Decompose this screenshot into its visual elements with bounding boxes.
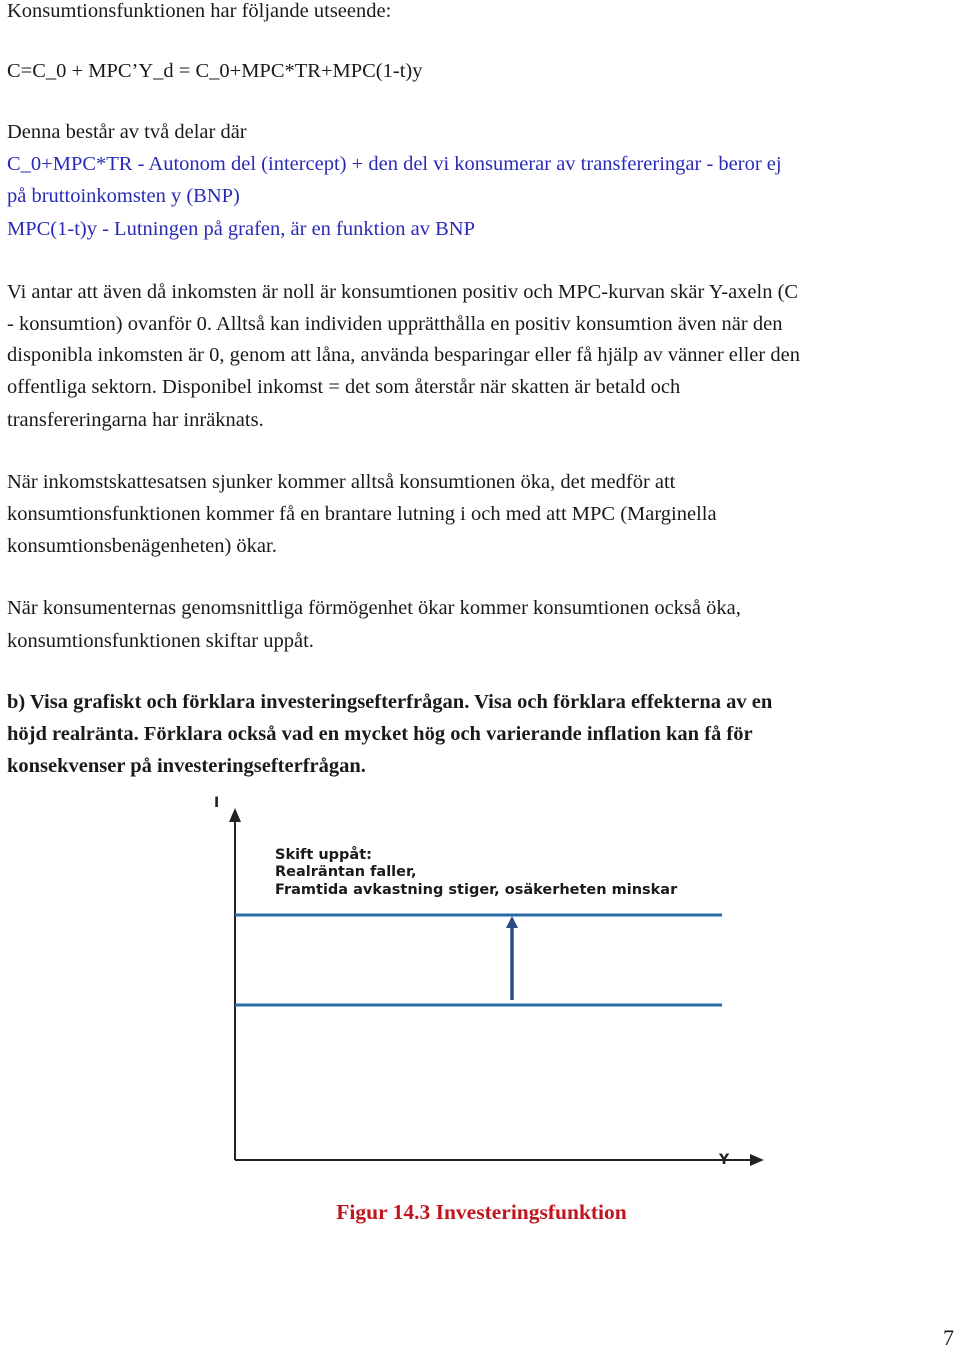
paragraph-line: konsumtionsfunktionen skiftar uppåt. bbox=[7, 630, 314, 652]
intro-line: Konsumtionsfunktionen har följande utseende: bbox=[7, 0, 392, 22]
part2-line: MPC(1-t)y - Lutningen på grafen, är en funktion av BNP bbox=[7, 218, 475, 240]
paragraph-line: När konsumenternas genomsnittliga förmögenhet ökar kommer konsumtionen också öka, bbox=[7, 597, 741, 619]
shift-arrow-head bbox=[506, 916, 518, 928]
paragraph-line: konsumtionsfunktionen kommer få en brantare lutning i och med att MPC (Marginella bbox=[7, 503, 717, 525]
x-axis-arrow bbox=[750, 1154, 764, 1166]
x-axis-label: Y bbox=[719, 1152, 730, 1168]
paragraph-line: - konsumtion) ovanför 0. Alltså kan individen upprätthålla en positiv konsumtion även när den bbox=[7, 313, 783, 335]
question-line: höjd realränta. Förklara också vad en mycket hög och varierande inflation kan få för bbox=[7, 723, 753, 745]
y-axis-arrow bbox=[229, 808, 241, 822]
paragraph-line: disponibla inkomsten är 0, genom att låna, använda besparingar eller få hjälp av vänner eller den bbox=[7, 344, 800, 366]
paragraph-line: offentliga sektorn. Disponibel inkomst = det som återstår när skatten är betald och bbox=[7, 376, 681, 398]
question-line: b) Visa grafiskt och förklara investeringsefterfrågan. Visa och förklara effekterna av en bbox=[7, 691, 773, 713]
part1-line-a: C_0+MPC*TR - Autonom del (intercept) + den del vi konsumerar av transfereringar - beror ej bbox=[7, 153, 782, 175]
paragraph-line: Vi antar att även då inkomsten är noll är konsumtionen positiv och MPC-kurvan skär Y-axeln (C bbox=[7, 281, 799, 303]
investment-function-figure bbox=[0, 780, 960, 1190]
annotation-line: Skift uppåt: bbox=[275, 847, 372, 863]
part1-line-b: på bruttoinkomsten y (BNP) bbox=[7, 185, 240, 207]
y-axis-label: I bbox=[214, 795, 220, 811]
paragraph-line: konsumtionsbenägenheten) ökar. bbox=[7, 535, 277, 557]
two-parts-line: Denna består av två delar där bbox=[7, 121, 247, 143]
formula: C=C_0 + MPC’Y_d = C_0+MPC*TR+MPC(1-t)y bbox=[7, 60, 423, 82]
annotation-line: Framtida avkastning stiger, osäkerheten minskar bbox=[275, 882, 678, 898]
figure-caption: Figur 14.3 Investeringsfunktion bbox=[336, 1200, 627, 1224]
paragraph-line: När inkomstskattesatsen sjunker kommer alltså konsumtionen öka, det medför att bbox=[7, 471, 676, 493]
annotation-line: Realräntan faller, bbox=[275, 864, 417, 880]
question-line: konsekvenser på investeringsefterfrågan. bbox=[7, 755, 366, 777]
paragraph-line: transfereringarna har inräknats. bbox=[7, 409, 264, 431]
page-number: 7 bbox=[943, 1325, 954, 1350]
